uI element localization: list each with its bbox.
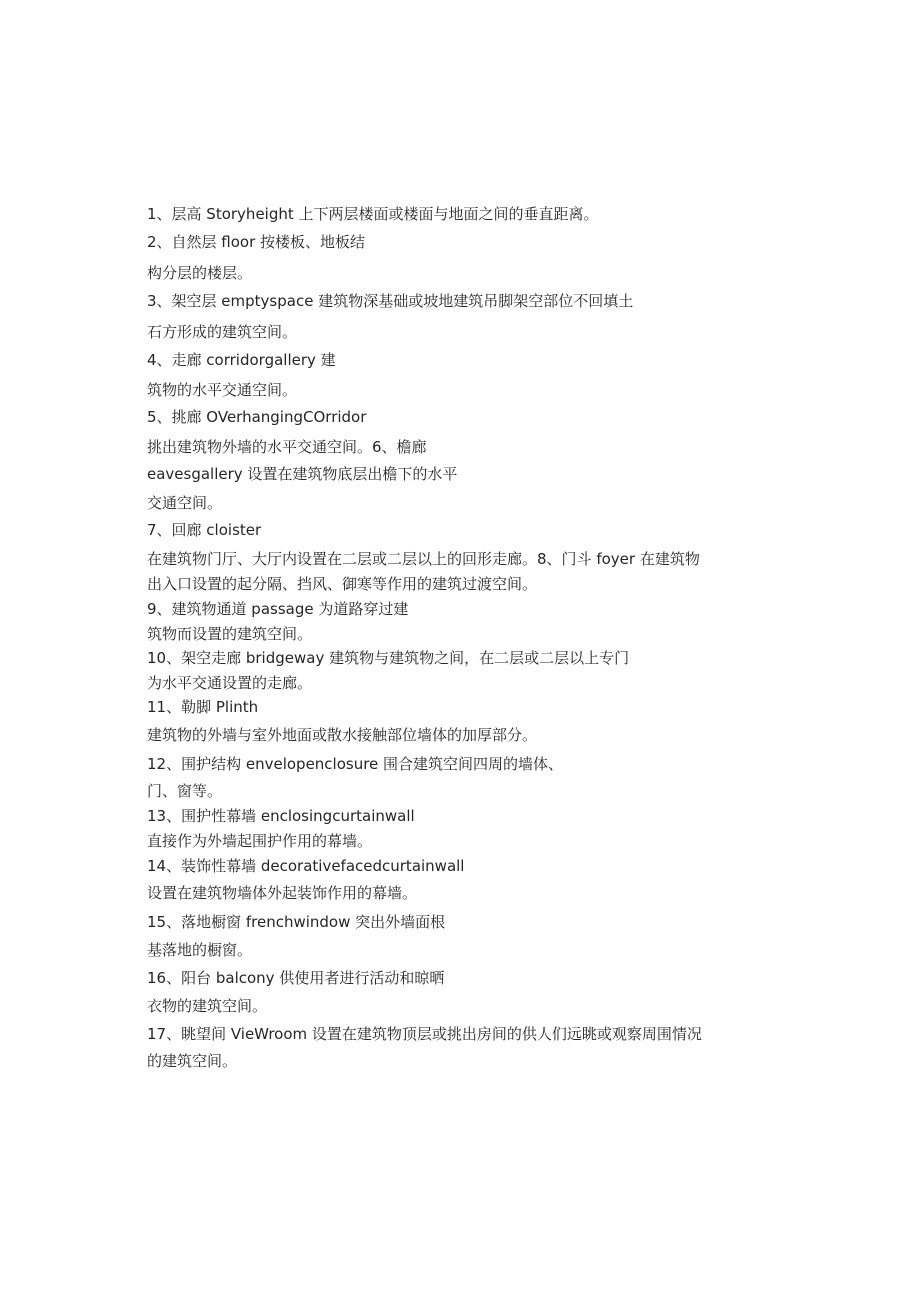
- text-line: 2、自然层 floor 按楼板、地板结: [147, 233, 366, 251]
- text-line: 3、架空层 emptyspace 建筑物深基础或坡地建筑吊脚架空部位不回填土: [147, 292, 634, 310]
- text-line: 建筑物的外墙与室外地面或散水接触部位墙体的加厚部分。: [147, 726, 538, 744]
- text-line: 14、装饰性幕墙 decorativefacedcurtainwall: [147, 857, 465, 875]
- text-line: eavesgallery 设置在建筑物底层出檐下的水平: [147, 465, 458, 483]
- text-line: 挑出建筑物外墙的水平交通空间。6、檐廊: [147, 438, 427, 456]
- text-line: 交通空间。: [147, 494, 223, 512]
- text-line: 11、勒脚 Plinth: [147, 698, 259, 716]
- text-line: 16、阳台 balcony 供使用者进行活动和晾晒: [147, 969, 445, 987]
- text-line: 设置在建筑物墙体外起装饰作用的幕墙。: [147, 884, 418, 902]
- text-line: 12、围护结构 envelopenclosure 围合建筑空间四周的墙体、: [147, 755, 564, 773]
- text-line: 为水平交通设置的走廊。: [147, 674, 313, 692]
- text-line: 石方形成的建筑空间。: [147, 323, 298, 341]
- text-line: 筑物的水平交通空间。: [147, 381, 298, 399]
- text-line: 基落地的橱窗。: [147, 941, 253, 959]
- text-line: 13、围护性幕墙 enclosingcurtainwall: [147, 807, 415, 825]
- text-line: 7、回廊 cloister: [147, 521, 262, 539]
- text-line: 构分层的楼层。: [147, 264, 253, 282]
- text-line: 直接作为外墙起围护作用的幕墙。: [147, 832, 373, 850]
- text-line: 10、架空走廊 bridgeway 建筑物与建筑物之间，在二层或二层以上专门: [147, 649, 630, 667]
- text-line: 在建筑物门厅、大厅内设置在二层或二层以上的回形走廊。8、门斗 foyer 在建筑物: [147, 550, 700, 568]
- text-line: 5、挑廊 OVerhangingCOrridor: [147, 408, 367, 426]
- text-line: 的建筑空间。: [147, 1052, 238, 1070]
- text-line: 筑物而设置的建筑空间。: [147, 625, 313, 643]
- text-line: 9、建筑物通道 passage 为道路穿过建: [147, 600, 409, 618]
- text-line: 17、眺望间 VieWroom 设置在建筑物顶层或挑出房间的供人们远眺或观察周围情况: [147, 1025, 702, 1043]
- text-line: 15、落地橱窗 frenchwindow 突出外墙面根: [147, 913, 446, 931]
- text-line: 出入口设置的起分隔、挡风、御寒等作用的建筑过渡空间。: [147, 575, 538, 593]
- text-line: 衣物的建筑空间。: [147, 997, 268, 1015]
- text-line: 门、窗等。: [147, 782, 223, 800]
- text-line: 4、走廊 corridorgallery 建: [147, 351, 336, 369]
- text-line: 1、层高 Storyheight 上下两层楼面或楼面与地面之间的垂直距离。: [147, 205, 599, 223]
